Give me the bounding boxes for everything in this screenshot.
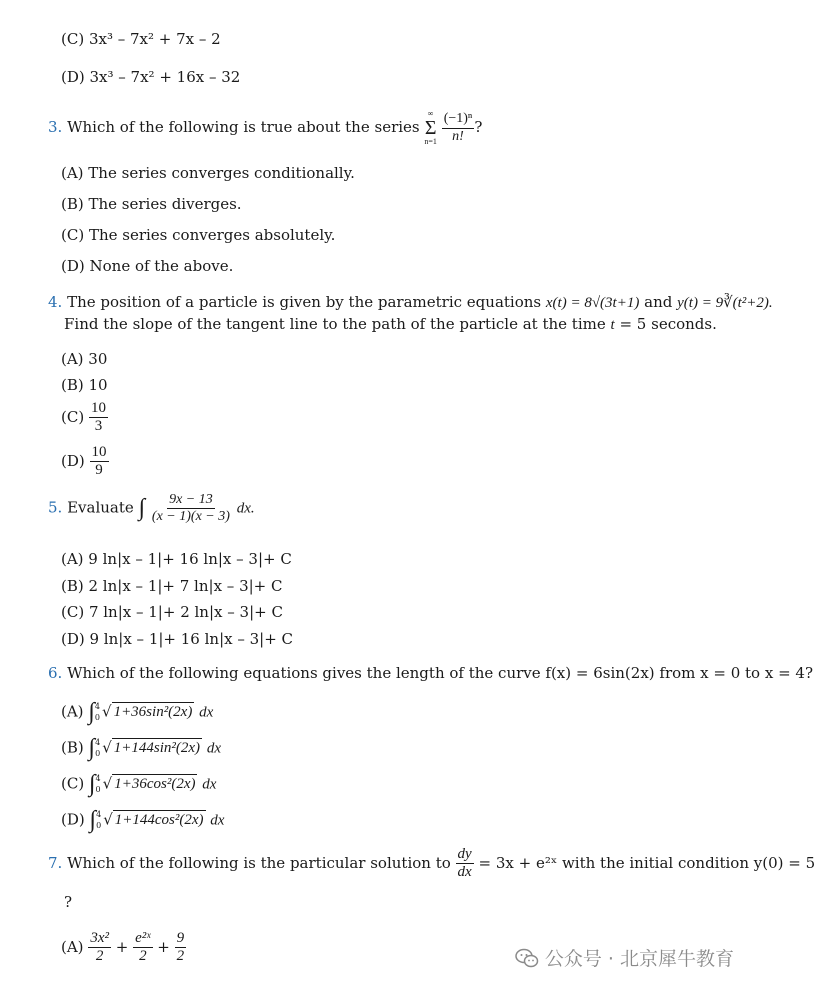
fraction: $\frac{10}{3}$ [90,400,106,435]
wechat-watermark [515,944,734,971]
y-equation: y(t) = 9∛(t²+2). [677,295,773,311]
q5-option-a: (A) 9 ln|x – 1|+ 16 ln|x – 3|+ C [61,550,292,568]
q6-option-a: (A) ∫ 4 0 √ 1+36sin²(2x) dx [61,699,214,725]
watermark-text: 公众号 · 北京犀牛教育 [544,948,734,970]
fraction: $\frac{10}{9}$ [91,444,107,479]
q3-option-a: (A) The series converges conditionally. [61,164,355,182]
fraction: $\frac{9}{2}$ [176,930,185,965]
integrand: $\frac{9x - 13}{(x - 1)(x - 3)}$ [151,492,230,525]
question-3: 3. Which of the following is true about the series ∞ Σ n=1 $\frac{\text{(−1)ⁿ}}{n!}$ ? [48,109,483,146]
fraction: $\frac{\text{e²ˣ}}{2}$ [135,930,151,965]
question-4-line2: Find the slope of the tangent line to the path of the particle at the time t = 5 seconds. [64,315,717,333]
q6-option-b: (B) ∫ 4 0 √ 1+144sin²(2x) dx [61,735,221,761]
fraction: $\frac{\text{3x²}}{2}$ [90,930,109,965]
q4-option-d: (D) $\frac{10}{9}$ [61,444,107,479]
q2-option-c: (C) 3x³ – 7x² + 7x – 2 [61,30,221,48]
wechat-icon [515,947,539,969]
q4-option-b: (B) 10 [61,376,108,394]
summation-symbol: ∞ Σ n=1 [424,109,437,146]
integral-sign: ∫ [89,807,97,833]
question-5: 5. Evaluate ∫ $\frac{9x - 13}{(x - 1)(x - 3)}$ dx. [48,492,255,525]
x-equation: x(t) = 8√(3t+1) [545,295,640,311]
q5-option-b: (B) 2 ln|x – 1|+ 7 ln|x – 3|+ C [61,577,283,595]
question-number: 7. [48,853,63,872]
question-text: The position of a particle is given by the parametric equations [67,293,542,311]
q4-option-c: (C) $\frac{10}{3}$ [61,400,106,435]
question-7: 7. Which of the following is the particular solution to $\frac{dy}{dx}$ = 3x + e²ˣ with the initial condition y(0) = 5 [48,846,815,881]
question-number: 6. [48,664,63,682]
integral-sign: ∫ [88,771,96,797]
integral-sign: ∫ [88,699,95,725]
question-7-qmark: ? [64,893,73,911]
integral-sign: ∫ [88,735,96,761]
q5-option-d: (D) 9 ln|x – 1|+ 16 ln|x – 3|+ C [61,630,294,648]
q3-option-c: (C) The series converges absolutely. [61,226,336,244]
question-4: 4. The position of a particle is given by the parametric equations x(t) = 8√(3t+1) and y(t) = 9∛(t²+2). [48,293,773,311]
question-number: 4. [48,293,63,311]
q3-option-d: (D) None of the above. [61,257,234,275]
question-text: Which of the following is true about the series [67,118,420,136]
derivative: $\frac{dy}{dx}$ [457,846,472,881]
question-number: 3. [48,118,63,136]
q2-option-d: (D) 3x³ – 7x² + 16x – 32 [61,68,241,86]
q5-option-c: (C) 7 ln|x – 1|+ 2 ln|x – 3|+ C [61,603,283,621]
q3-option-b: (B) The series diverges. [61,195,242,213]
series-term: $\frac{\text{(−1)ⁿ}}{n!}$ [443,111,473,144]
question-number: 5. [48,498,63,517]
q7-option-a: (A) $\frac{\text{3x²}}{2}$ + $\frac{\text{e²ˣ}}{2}$ + $\frac{9}{2}$ [61,930,185,965]
q6-option-d: (D) ∫ 4 0 √ 1+144cos²(2x) dx [61,807,225,833]
question-6: 6. Which of the following equations gives the length of the curve f(x) = 6sin(2x) from x = 0 to x = 4? [48,664,813,682]
q6-option-c: (C) ∫ 4 0 √ 1+36cos²(2x) dx [61,771,217,797]
integral-sign: ∫ [138,495,146,522]
q4-option-a: (A) 30 [61,350,108,368]
